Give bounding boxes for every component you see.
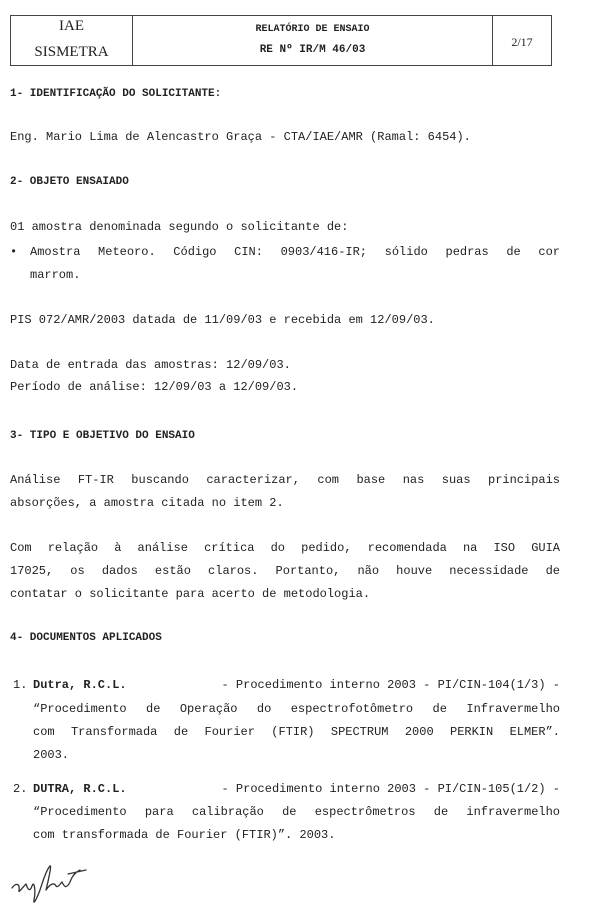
sample-intro: 01 amostra denominada segundo o solicitante de: (10, 220, 349, 234)
doc-author: DUTRA, R.C.L. (33, 782, 127, 796)
title-block (133, 16, 493, 65)
doc-line3: com Transformada de Fourier (FTIR) SPECTRUM 2000 PERKIN ELMER”. (33, 725, 560, 739)
sample-item-line1: Amostra Meteoro. Código CIN: 0903/416-IR; sólido pedras de cor (30, 245, 560, 259)
objective-line2: absorções, a amostra citada no item 2. (10, 496, 284, 510)
doc-line1 (33, 782, 560, 796)
review-line1: Com relação à análise crítica do pedido, recomendada na ISO GUIA (10, 541, 560, 555)
org-line2: SISMETRA (34, 44, 109, 60)
doc-procedure: - Procedimento interno 2003 - PI/CIN-104(1/3) - (221, 678, 560, 692)
doc-line1 (33, 678, 560, 692)
sample-item-line2: marrom. (30, 268, 81, 282)
doc-line2: “Procedimento para calibração de espectrômetros de infravermelho (33, 805, 560, 819)
pis-text: PIS 072/AMR/2003 datada de 11/09/03 e recebida em 12/09/03. (10, 313, 435, 327)
doc-author: Dutra, R.C.L. (33, 678, 127, 692)
doc-line4: 2003. (33, 748, 70, 762)
doc-line2: “Procedimento de Operação do espectrofotômetro de Infravermelho (33, 702, 560, 716)
page-number: 2/17 (511, 35, 533, 49)
doc-procedure: - Procedimento interno 2003 - PI/CIN-105(1/2) - (221, 782, 560, 796)
doc-line3: com transformada de Fourier (FTIR)”. 2003. (33, 828, 336, 842)
doc-number: 1. (13, 678, 28, 692)
org-block (11, 16, 133, 65)
report-title: RELATÓRIO DE ENSAIO (255, 24, 370, 35)
section1-heading: 1- IDENTIFICAÇÃO DO SOLICITANTE: (10, 88, 222, 100)
report-header (10, 15, 552, 66)
signature-initials (6, 860, 126, 910)
section4-heading: 4- DOCUMENTOS APLICADOS (10, 632, 162, 644)
org-line1: IAE (59, 18, 84, 34)
objective-line1: Análise FT-IR buscando caracterizar, com base nas suas principais (10, 473, 560, 487)
analysis-period: Período de análise: 12/09/03 a 12/09/03. (10, 380, 299, 394)
doc-number: 2. (13, 782, 28, 796)
entry-date: Data de entrada das amostras: 12/09/03. (10, 358, 291, 372)
review-line2: 17025, os dados estão claros. Portanto, não houve necessidade de (10, 564, 560, 578)
report-number: RE Nº IR/M 46/03 (259, 44, 366, 56)
section3-heading: 3- TIPO E OBJETIVO DO ENSAIO (10, 430, 195, 442)
section2-heading: 2- OBJETO ENSAIADO (10, 176, 129, 188)
bullet-icon: • (10, 245, 18, 259)
requester-text: Eng. Mario Lima de Alencastro Graça - CTA/IAE/AMR (Ramal: 6454). (10, 130, 471, 144)
review-line3: contatar o solicitante para acerto de metodologia. (10, 587, 371, 601)
